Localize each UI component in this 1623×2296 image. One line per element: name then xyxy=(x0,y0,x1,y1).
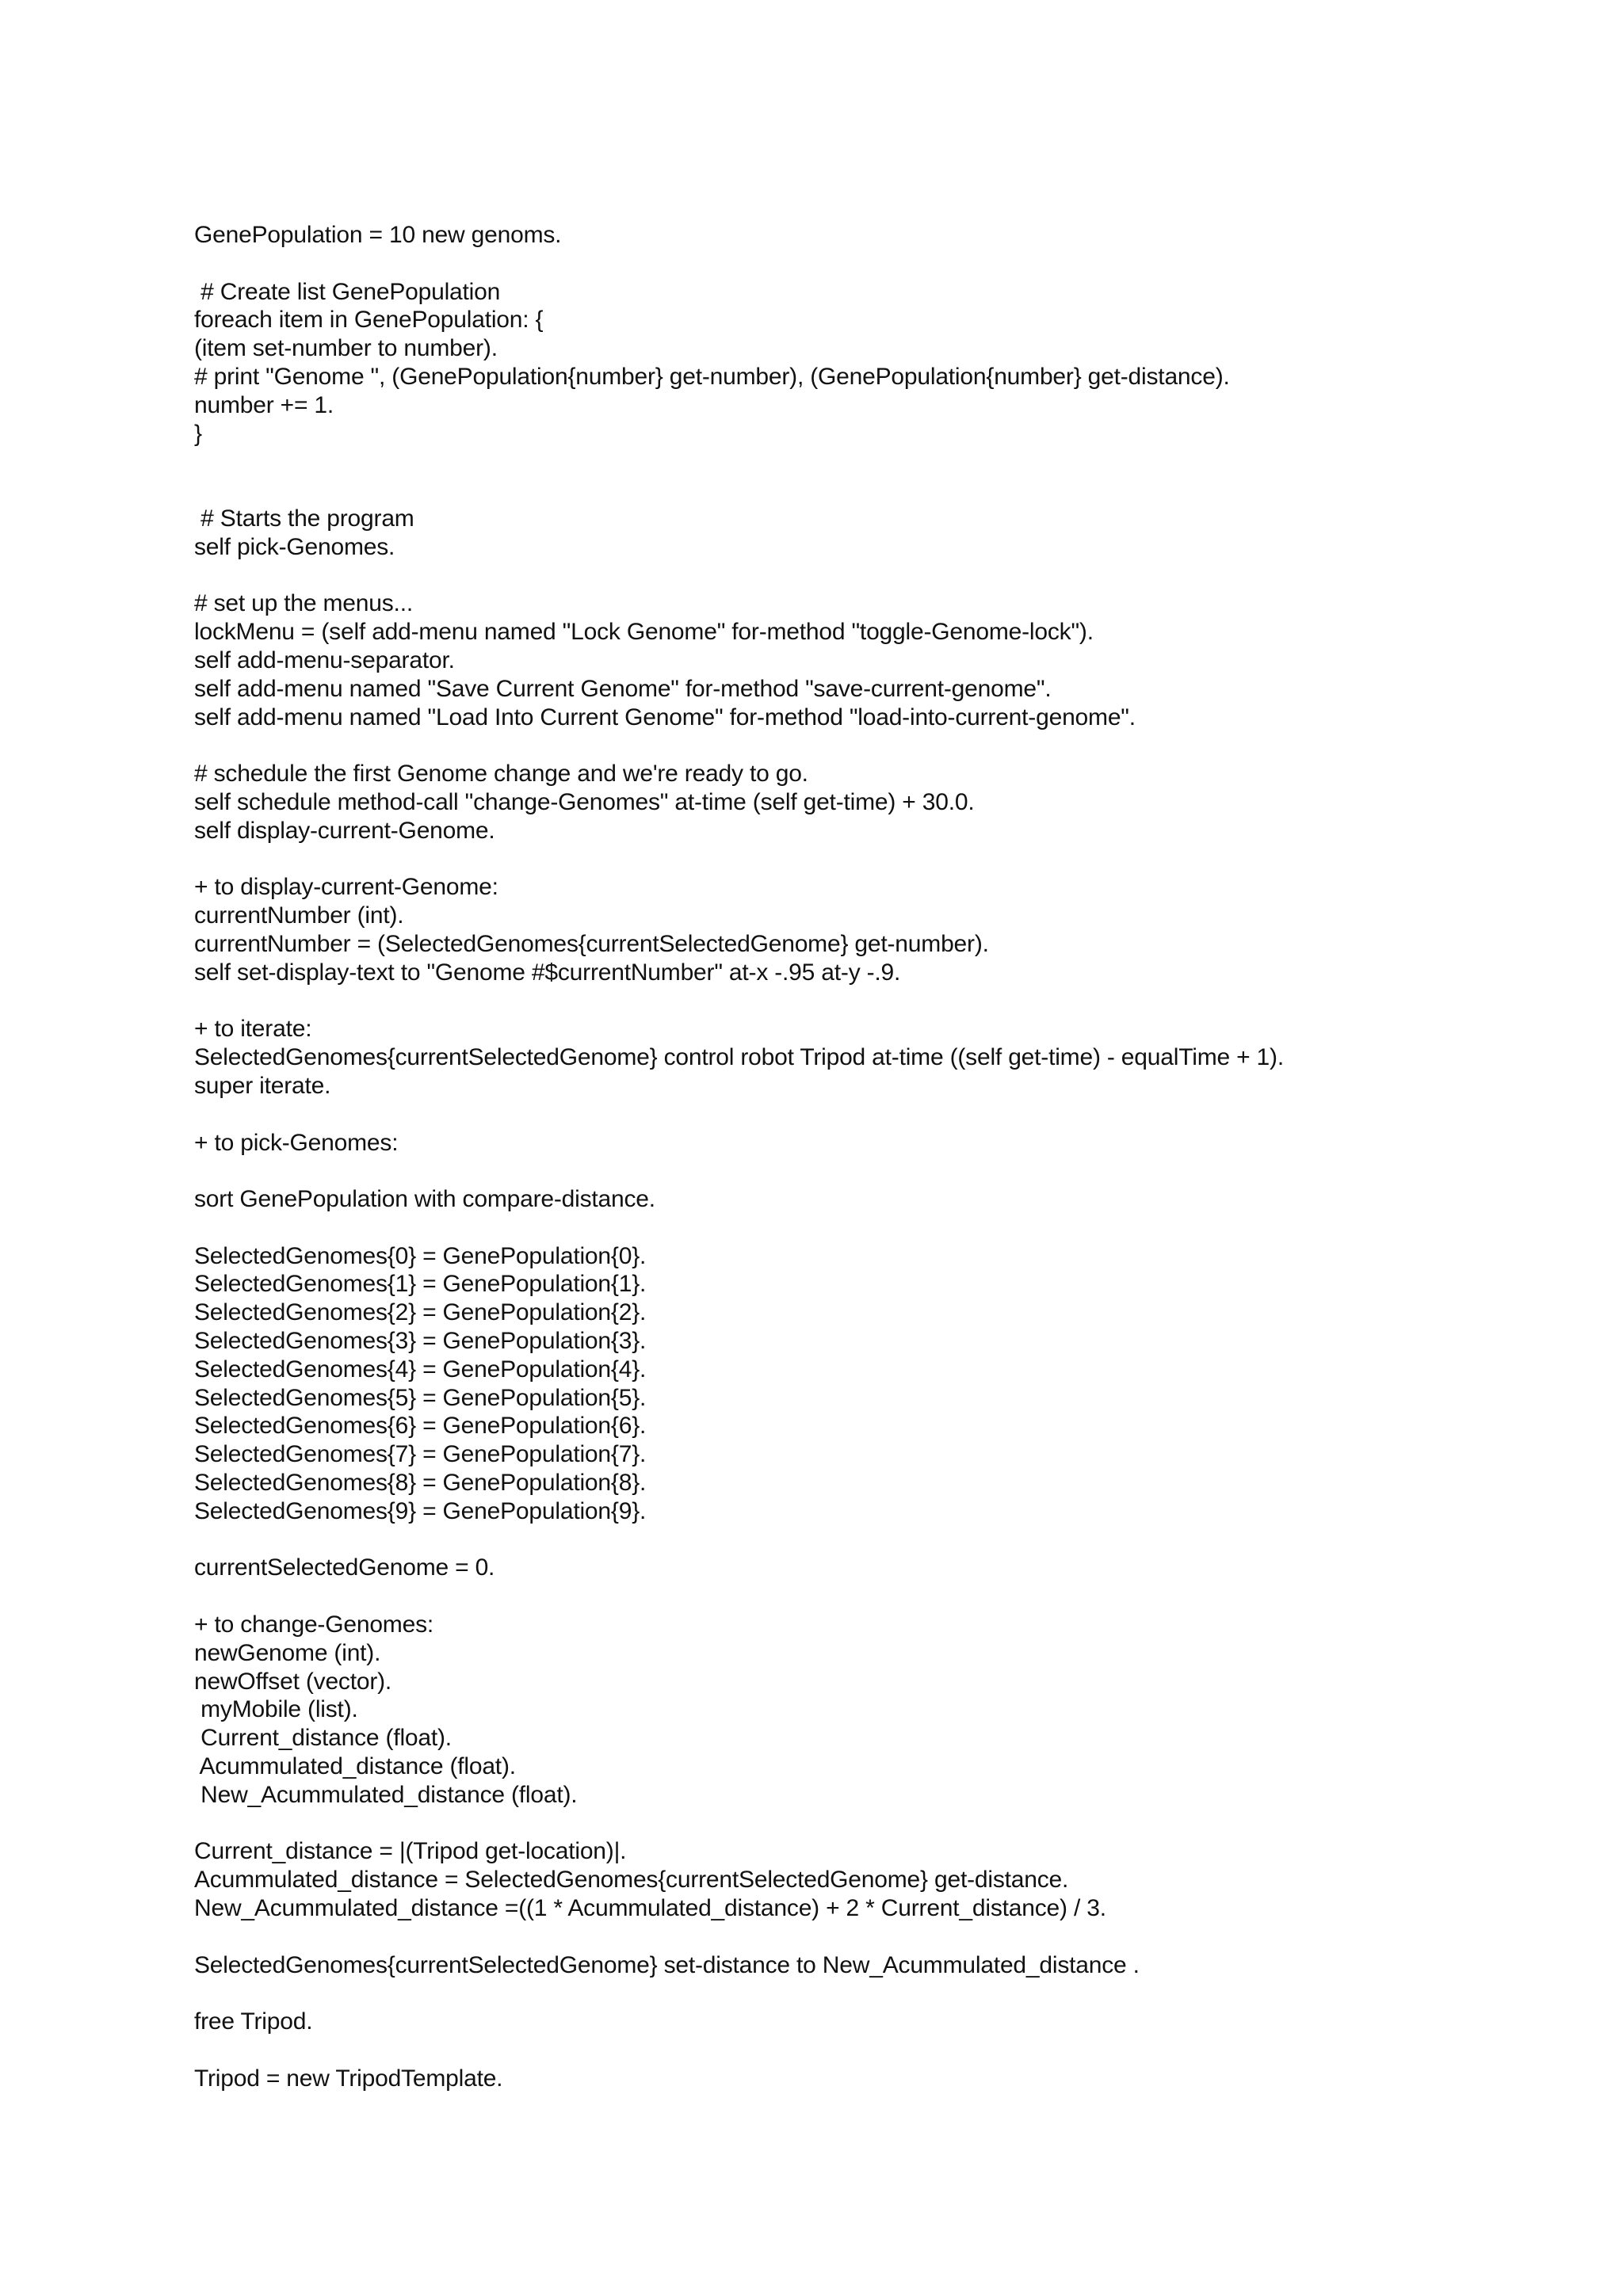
code-line: sort GenePopulation with compare-distance. xyxy=(194,1186,655,1213)
code-line: SelectedGenomes{7} = GenePopulation{7}. xyxy=(194,1441,647,1468)
blank-line xyxy=(194,1214,1589,1242)
code-line: # Starts the program xyxy=(194,505,414,532)
code-line: newGenome (int). xyxy=(194,1639,381,1666)
code-line: newOffset (vector). xyxy=(194,1668,392,1695)
code-line: SelectedGenomes{currentSelectedGenome} set-distance to New_Acummulated_distance . xyxy=(194,1951,1140,1978)
blank-line xyxy=(194,1157,1589,1185)
code-line: lockMenu = (self add-menu named "Lock Genome" for-method "toggle-Genome-lock"). xyxy=(194,619,1094,646)
blank-line xyxy=(194,1923,1589,1951)
code-line: SelectedGenomes{currentSelectedGenome} control robot Tripod at-time ((self get-time) - equalTime + 1). xyxy=(194,1044,1284,1071)
code-line: currentSelectedGenome = 0. xyxy=(194,1554,495,1581)
code-line: + to change-Genomes: xyxy=(194,1611,434,1638)
code-line: SelectedGenomes{3} = GenePopulation{3}. xyxy=(194,1328,647,1355)
blank-line xyxy=(194,250,1589,278)
code-line: SelectedGenomes{0} = GenePopulation{0}. xyxy=(194,1242,647,1269)
code-line: # set up the menus... xyxy=(194,590,413,617)
code-line: self schedule method-call "change-Genomes" at-time (self get-time) + 30.0. xyxy=(194,788,975,815)
code-line: foreach item in GenePopulation: { xyxy=(194,307,544,334)
code-line: currentNumber (int). xyxy=(194,902,404,929)
code-line: Current_distance = |(Tripod get-location)|. xyxy=(194,1838,627,1865)
code-line: } xyxy=(194,420,202,447)
blank-line xyxy=(194,1810,1589,1838)
code-line: # print "Genome ", (GenePopulation{number} get-number), (GenePopulation{number} get-distance). xyxy=(194,363,1230,390)
blank-line xyxy=(194,1582,1589,1611)
blank-line xyxy=(194,1100,1589,1129)
code-line: # Create list GenePopulation xyxy=(194,278,501,305)
code-line: SelectedGenomes{1} = GenePopulation{1}. xyxy=(194,1271,647,1298)
code-line: myMobile (list). xyxy=(194,1696,358,1723)
code-line: self set-display-text to "Genome #$currentNumber" at-x -.95 at-y -.9. xyxy=(194,959,901,986)
code-line: self add-menu named "Load Into Current Genome" for-method "load-into-current-genome". xyxy=(194,704,1136,730)
code-line: SelectedGenomes{8} = GenePopulation{8}. xyxy=(194,1470,647,1497)
code-line: self display-current-Genome. xyxy=(194,817,495,844)
code-line: Tripod = new TripodTemplate. xyxy=(194,2065,503,2092)
code-listing xyxy=(194,221,1589,2093)
code-line: self add-menu-separator. xyxy=(194,646,455,673)
code-line: free Tripod. xyxy=(194,2008,313,2035)
code-line: New_Acummulated_distance (float). xyxy=(194,1781,578,1808)
blank-line xyxy=(194,2036,1589,2065)
code-line: Acummulated_distance = SelectedGenomes{currentSelectedGenome} get-distance. xyxy=(194,1867,1069,1894)
code-line: Acummulated_distance (float). xyxy=(194,1753,516,1780)
blank-line xyxy=(194,731,1589,760)
blank-line xyxy=(194,845,1589,874)
code-line: SelectedGenomes{6} = GenePopulation{6}. xyxy=(194,1413,647,1440)
code-line: self pick-Genomes. xyxy=(194,533,395,560)
code-line: GenePopulation = 10 new genoms. xyxy=(194,222,562,248)
code-line: # schedule the first Genome change and we're ready to go. xyxy=(194,761,808,788)
code-line: Current_distance (float). xyxy=(194,1725,452,1752)
code-line: SelectedGenomes{4} = GenePopulation{4}. xyxy=(194,1356,647,1383)
code-line: (item set-number to number). xyxy=(194,335,498,362)
blank-line xyxy=(194,1526,1589,1554)
code-line: New_Acummulated_distance =((1 * Acummulated_distance) + 2 * Current_distance) / 3. xyxy=(194,1895,1106,1922)
blank-line xyxy=(194,987,1589,1016)
code-line: SelectedGenomes{9} = GenePopulation{9}. xyxy=(194,1497,647,1524)
code-line: + to iterate: xyxy=(194,1016,312,1043)
blank-line xyxy=(194,476,1589,505)
blank-line xyxy=(194,562,1589,590)
code-line: currentNumber = (SelectedGenomes{currentSelectedGenome} get-number). xyxy=(194,930,989,957)
blank-line xyxy=(194,1979,1589,2008)
code-line: super iterate. xyxy=(194,1072,331,1099)
code-line: number += 1. xyxy=(194,391,334,418)
code-line: + to display-current-Genome: xyxy=(194,874,498,901)
code-line: self add-menu named "Save Current Genome" for-method "save-current-genome". xyxy=(194,675,1052,702)
blank-line xyxy=(194,448,1589,476)
code-line: SelectedGenomes{5} = GenePopulation{5}. xyxy=(194,1384,647,1411)
code-line: SelectedGenomes{2} = GenePopulation{2}. xyxy=(194,1299,647,1326)
code-line: + to pick-Genomes: xyxy=(194,1129,399,1156)
